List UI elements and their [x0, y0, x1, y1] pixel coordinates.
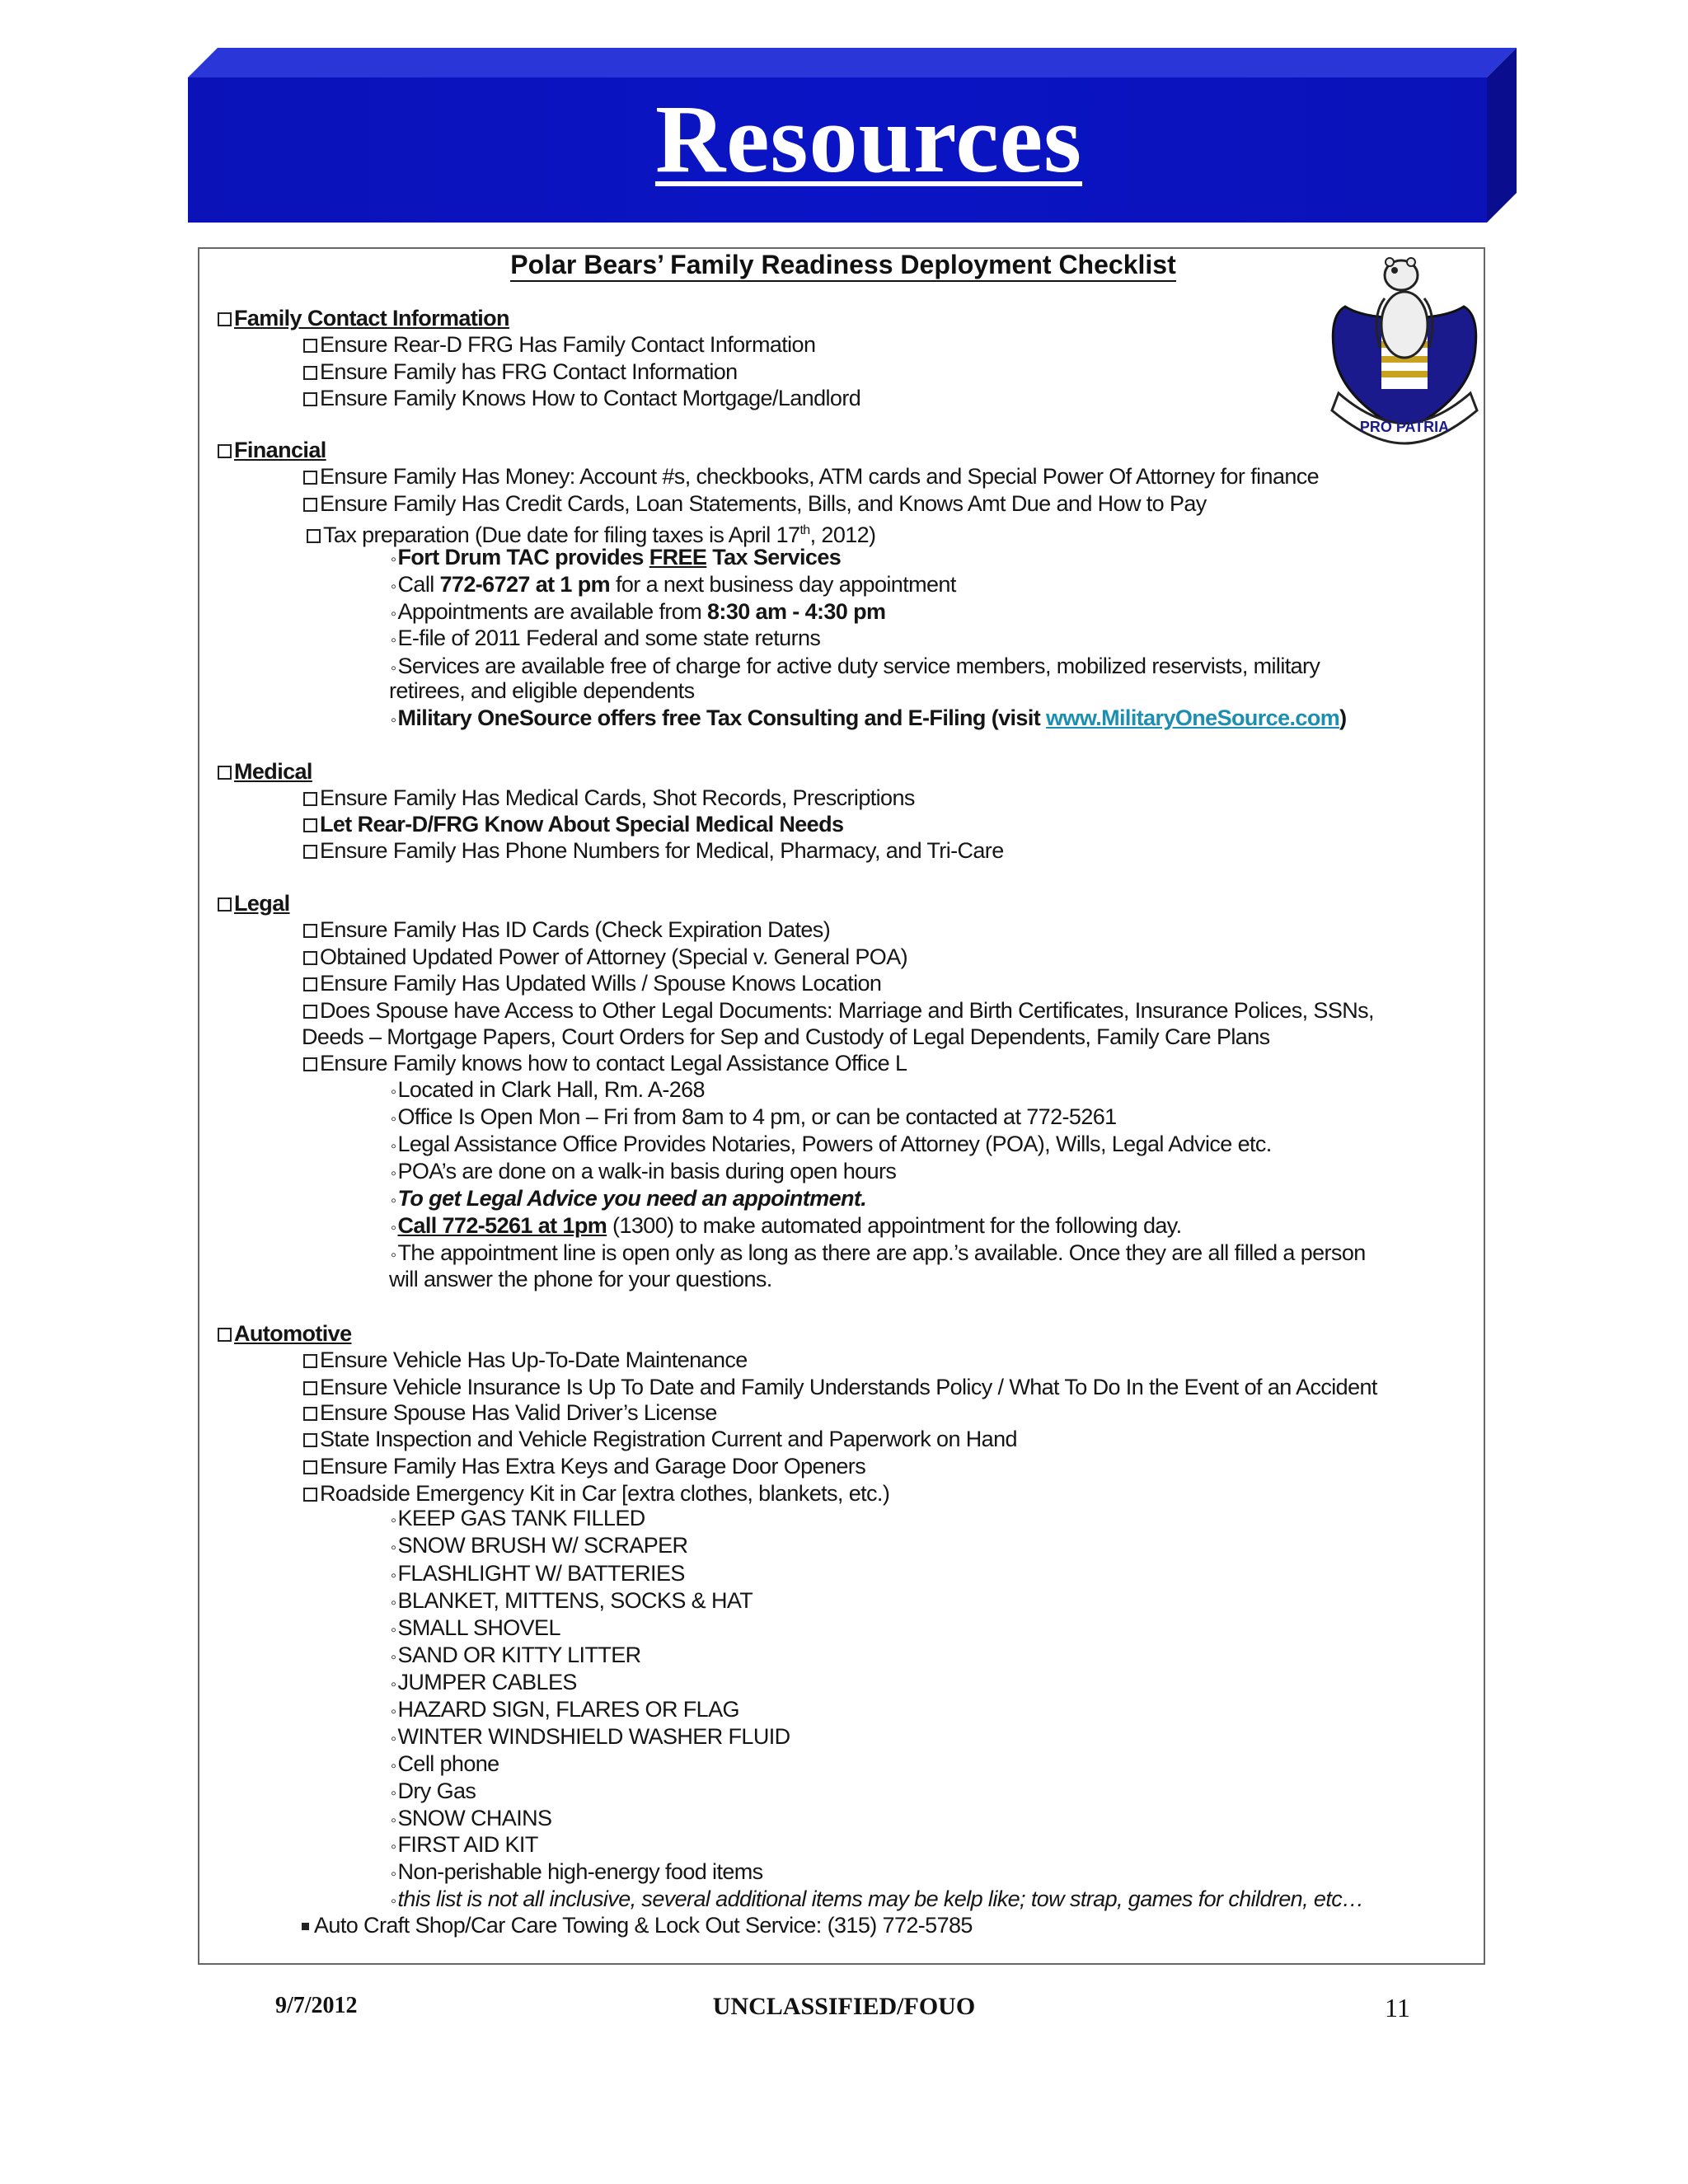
line-text: Tax Services — [706, 545, 842, 569]
circle-bullet-icon: ◦ — [391, 1811, 396, 1830]
checkbox-icon[interactable] — [303, 845, 317, 859]
checklist-document — [198, 247, 1485, 1965]
line-text: KEEP GAS TANK FILLED — [397, 1506, 645, 1530]
checkbox-icon[interactable] — [218, 444, 232, 458]
footer-classification: UNCLASSIFIED/FOUO — [712, 1993, 976, 2020]
line-text: Located in Clark Hall, Rm. A-268 — [397, 1077, 705, 1102]
sub-item — [391, 1750, 499, 1779]
line-text: To get Legal Advice you need an appointment. — [397, 1186, 867, 1211]
circle-bullet-icon: ◦ — [391, 631, 396, 649]
line-text: HAZARD SIGN, FLARES OR FLAG — [397, 1697, 739, 1722]
circle-bullet-icon: ◦ — [391, 1511, 396, 1530]
circle-bullet-icon: ◦ — [391, 1703, 396, 1721]
checkbox-icon[interactable] — [303, 1057, 317, 1071]
circle-bullet-icon: ◦ — [391, 605, 396, 623]
sub-item — [391, 1696, 739, 1725]
section-heading — [218, 305, 509, 331]
checkbox-icon[interactable] — [303, 392, 317, 406]
line-text: Ensure Family Has Updated Wills / Spouse Knows Location — [320, 971, 882, 996]
sub-item — [391, 598, 885, 627]
checklist-item — [303, 359, 738, 385]
checkbox-icon[interactable] — [303, 1407, 317, 1421]
sub-item — [391, 1240, 1366, 1268]
title-banner — [188, 48, 1517, 223]
line-text: Ensure Vehicle Has Up-To-Date Maintenance — [320, 1347, 748, 1372]
line-text: FIRST AID KIT — [397, 1832, 538, 1857]
checkbox-icon[interactable] — [307, 529, 321, 543]
sub-item — [391, 544, 841, 573]
checkbox-icon[interactable] — [303, 951, 317, 965]
line-text: Call — [397, 572, 440, 597]
checklist-item — [303, 1347, 748, 1373]
sub-item — [391, 1858, 763, 1887]
sub-item — [391, 1615, 560, 1643]
line-text: Obtained Updated Power of Attorney (Special v. General POA) — [320, 944, 907, 969]
circle-bullet-icon: ◦ — [391, 1621, 396, 1639]
line-text: Does Spouse have Access to Other Legal Documents: Marriage and Birth Certificates, Insurance Polices, SSNs, — [320, 998, 1374, 1023]
line-text: Ensure Family has FRG Contact Information — [320, 359, 738, 384]
circle-bullet-icon: ◦ — [391, 1892, 396, 1910]
line-text: SAND OR KITTY LITTER — [397, 1643, 641, 1667]
checklist-item — [303, 944, 907, 970]
line-text: Let Rear-D/FRG Know About Special Medical Needs — [320, 812, 844, 837]
circle-bullet-icon: ◦ — [391, 1165, 396, 1183]
circle-bullet-icon: ◦ — [391, 1838, 396, 1856]
checklist-item — [303, 970, 881, 996]
sub-item — [391, 1669, 577, 1698]
line-text: ) — [1339, 705, 1347, 730]
section-heading — [218, 437, 326, 463]
circle-bullet-icon: ◦ — [391, 1865, 396, 1883]
line-text: Deeds – Mortgage Papers, Court Orders for Sep and Custody of Legal Dependents, Family Care Plans — [302, 1024, 1270, 1049]
line-text: SMALL SHOVEL — [397, 1615, 560, 1640]
circle-bullet-icon: ◦ — [391, 1567, 396, 1585]
checklist-item — [303, 1426, 1017, 1452]
sub-item — [391, 1212, 1182, 1241]
checkbox-icon[interactable] — [303, 1354, 317, 1368]
line-text: SNOW CHAINS — [397, 1806, 552, 1830]
checkbox-icon[interactable] — [303, 792, 317, 806]
checkbox-icon[interactable] — [303, 471, 317, 485]
sub-item — [391, 1560, 685, 1589]
line-text: Dry Gas — [397, 1779, 476, 1803]
line-text: Ensure Family Has Medical Cards, Shot Records, Prescriptions — [320, 785, 915, 810]
line-text: will answer the phone for your questions. — [389, 1267, 772, 1291]
sub-item — [391, 1104, 1117, 1132]
square-bullet-icon — [302, 1923, 309, 1930]
sub-item — [391, 1532, 687, 1561]
circle-bullet-icon: ◦ — [391, 551, 396, 569]
line-text: (1300) to make automated appointment for the following day. — [607, 1213, 1182, 1238]
line-text: SNOW BRUSH W/ SCRAPER — [397, 1533, 688, 1558]
line-text: Financial — [234, 438, 326, 462]
sub-item — [391, 1158, 896, 1187]
sub-item — [391, 1505, 645, 1534]
line-text: Ensure Family Has Phone Numbers for Medical, Pharmacy, and Tri-Care — [320, 838, 1004, 863]
circle-bullet-icon: ◦ — [391, 1083, 396, 1101]
line-text: Legal — [234, 891, 290, 916]
line-text: Non-perishable high-energy food items — [397, 1859, 763, 1884]
line-text: this list is not all inclusive, several additional items may be kelp like; tow strap, games for children, etc… — [397, 1886, 1364, 1911]
sub-item — [391, 1886, 1364, 1915]
checkbox-icon[interactable] — [303, 1005, 317, 1019]
line-text: Ensure Family Knows How to Contact Mortgage/Landlord — [320, 386, 861, 410]
line-text: WINTER WINDSHIELD WASHER FLUID — [397, 1724, 790, 1749]
sub-item — [391, 571, 956, 600]
checkbox-icon[interactable] — [303, 1460, 317, 1474]
line-text: Ensure Spouse Has Valid Driver’s License — [320, 1400, 717, 1425]
checklist-item — [303, 1050, 907, 1076]
checklist-item — [303, 490, 1207, 517]
checkbox-icon[interactable] — [218, 766, 232, 780]
line-text: for a next business day appointment — [610, 572, 956, 597]
checkbox-icon[interactable] — [218, 312, 232, 326]
line-text: Call 772-5261 at 1pm — [397, 1213, 607, 1238]
crest-motto: PRO PATRIA — [1359, 419, 1450, 435]
checkbox-icon[interactable] — [303, 1381, 317, 1395]
line-text: Ensure Rear-D FRG Has Family Contact Information — [320, 332, 816, 357]
checkbox-icon[interactable] — [303, 1488, 317, 1502]
checklist-item — [303, 1374, 1377, 1400]
sub-item — [391, 625, 820, 654]
checkbox-icon[interactable] — [303, 818, 317, 832]
line-text: Services are available free of charge for active duty service members, mobilized reservists, military — [397, 654, 1320, 678]
line-text: Ensure Vehicle Insurance Is Up To Date and Family Understands Policy / What To Do In the Event of an Accident — [320, 1375, 1377, 1399]
sub-item — [391, 1642, 641, 1671]
section-heading — [218, 890, 290, 916]
line-text: Fort Drum TAC provides — [397, 545, 649, 569]
line-text: Auto Craft Shop/Car Care Towing & Lock Out Service: (315) 772-5785 — [314, 1913, 973, 1938]
circle-bullet-icon: ◦ — [391, 1757, 396, 1775]
checkbox-icon[interactable] — [303, 924, 317, 938]
circle-bullet-icon: ◦ — [391, 1219, 396, 1237]
page-title: Resources — [654, 85, 1083, 193]
line-text: Ensure Family knows how to contact Legal Assistance Office L — [320, 1051, 907, 1076]
checklist-item — [303, 1399, 717, 1426]
line-text: Military OneSource offers free Tax Consulting and E-Filing (visit — [397, 705, 1047, 730]
circle-bullet-icon: ◦ — [391, 1648, 396, 1666]
sub-item — [391, 1778, 476, 1807]
line-text: FREE — [649, 545, 707, 569]
sub-item — [391, 705, 1347, 733]
line-text: th — [799, 523, 810, 537]
footer-date: 9/7/2012 — [275, 1993, 358, 2018]
checklist-item — [303, 1480, 889, 1507]
line-text: Ensure Family Has Credit Cards, Loan Statements, Bills, and Knows Amt Due and How to Pay — [320, 491, 1207, 516]
circle-bullet-icon: ◦ — [391, 1784, 396, 1802]
sub-item — [391, 1831, 538, 1860]
line-text: Legal Assistance Office Provides Notaries, Powers of Attorney (POA), Wills, Legal Advice etc. — [397, 1132, 1272, 1156]
line-text: Roadside Emergency Kit in Car [extra clothes, blankets, etc.) — [320, 1481, 890, 1506]
line-text: BLANKET, MITTENS, SOCKS & HAT — [397, 1588, 753, 1613]
continuation-text — [302, 1024, 1270, 1050]
line-text: 772-6727 at 1 pm — [439, 572, 611, 597]
circle-bullet-icon: ◦ — [391, 1539, 396, 1557]
circle-bullet-icon: ◦ — [391, 1730, 396, 1748]
line-text: Cell phone — [397, 1751, 499, 1776]
circle-bullet-icon: ◦ — [391, 1110, 396, 1128]
line-text: Appointments are available from — [397, 599, 708, 624]
checklist-item — [303, 785, 915, 811]
checklist-item — [303, 837, 1004, 864]
line-text: Ensure Family Has Money: Account #s, checkbooks, ATM cards and Special Power Of Attorney for finance — [320, 464, 1320, 489]
website-link[interactable]: www.MilitaryOneSource.com — [1046, 705, 1340, 730]
circle-bullet-icon: ◦ — [391, 1246, 396, 1264]
section-heading — [218, 758, 312, 785]
line-text: Medical — [234, 759, 312, 784]
circle-bullet-icon: ◦ — [391, 659, 396, 677]
checkbox-icon[interactable] — [303, 339, 317, 353]
line-text: , 2012) — [809, 523, 876, 547]
circle-bullet-icon: ◦ — [391, 578, 396, 596]
checkbox-icon[interactable] — [303, 977, 317, 991]
line-text: Family Contact Information — [234, 306, 509, 330]
checklist-item — [303, 997, 1374, 1024]
line-text: Tax preparation (Due date for filing taxes is April 17 — [323, 523, 800, 547]
line-text: Automotive — [234, 1321, 352, 1346]
circle-bullet-icon: ◦ — [391, 1137, 396, 1155]
sub-item — [302, 1912, 973, 1938]
circle-bullet-icon: ◦ — [391, 1594, 396, 1612]
sub-item — [391, 1185, 866, 1214]
checklist-item — [303, 463, 1319, 490]
checkbox-icon[interactable] — [303, 366, 317, 380]
line-text: JUMPER CABLES — [397, 1670, 577, 1694]
footer-page-number: 11 — [1385, 1993, 1410, 2022]
checkbox-icon[interactable] — [303, 1433, 317, 1447]
checklist-item — [303, 811, 843, 837]
line-text: FLASHLIGHT W/ BATTERIES — [397, 1561, 685, 1586]
line-text: Ensure Family Has Extra Keys and Garage Door Openers — [320, 1454, 866, 1479]
circle-bullet-icon: ◦ — [391, 711, 396, 729]
continuation-text — [389, 1266, 772, 1292]
checkbox-icon[interactable] — [218, 898, 232, 912]
circle-bullet-icon: ◦ — [391, 1192, 396, 1210]
circle-bullet-icon: ◦ — [391, 1675, 396, 1694]
sub-item — [391, 1076, 705, 1105]
checklist-item — [303, 1453, 865, 1479]
checklist-item — [303, 385, 860, 411]
checkbox-icon[interactable] — [218, 1328, 232, 1342]
line-text: 8:30 am - 4:30 pm — [707, 599, 886, 624]
sub-item — [391, 1131, 1272, 1160]
section-heading — [218, 1320, 352, 1347]
line-text: The appointment line is open only as long as there are app.’s available. Once they are all filled a person — [397, 1240, 1366, 1265]
sub-item — [391, 1723, 790, 1752]
sub-item — [391, 1587, 753, 1616]
sub-item — [391, 1805, 551, 1834]
line-text: POA’s are done on a walk-in basis during open hours — [397, 1159, 897, 1183]
line-text: State Inspection and Vehicle Registration Current and Paperwork on Hand — [320, 1427, 1017, 1451]
checkbox-icon[interactable] — [303, 498, 317, 512]
line-text: E-file of 2011 Federal and some state returns — [397, 626, 821, 650]
line-text: Ensure Family Has ID Cards (Check Expiration Dates) — [320, 917, 831, 942]
checklist-item — [303, 916, 830, 943]
checklist-item — [303, 331, 815, 358]
line-text: Office Is Open Mon – Fri from 8am to 4 pm, or can be contacted at 772-5261 — [397, 1104, 1117, 1129]
checklist-title-text: Polar Bears’ Family Readiness Deployment Checklist — [510, 250, 1175, 282]
line-text: retirees, and eligible dependents — [389, 678, 695, 703]
continuation-text — [389, 677, 694, 704]
checklist-lines — [199, 249, 1487, 1966]
